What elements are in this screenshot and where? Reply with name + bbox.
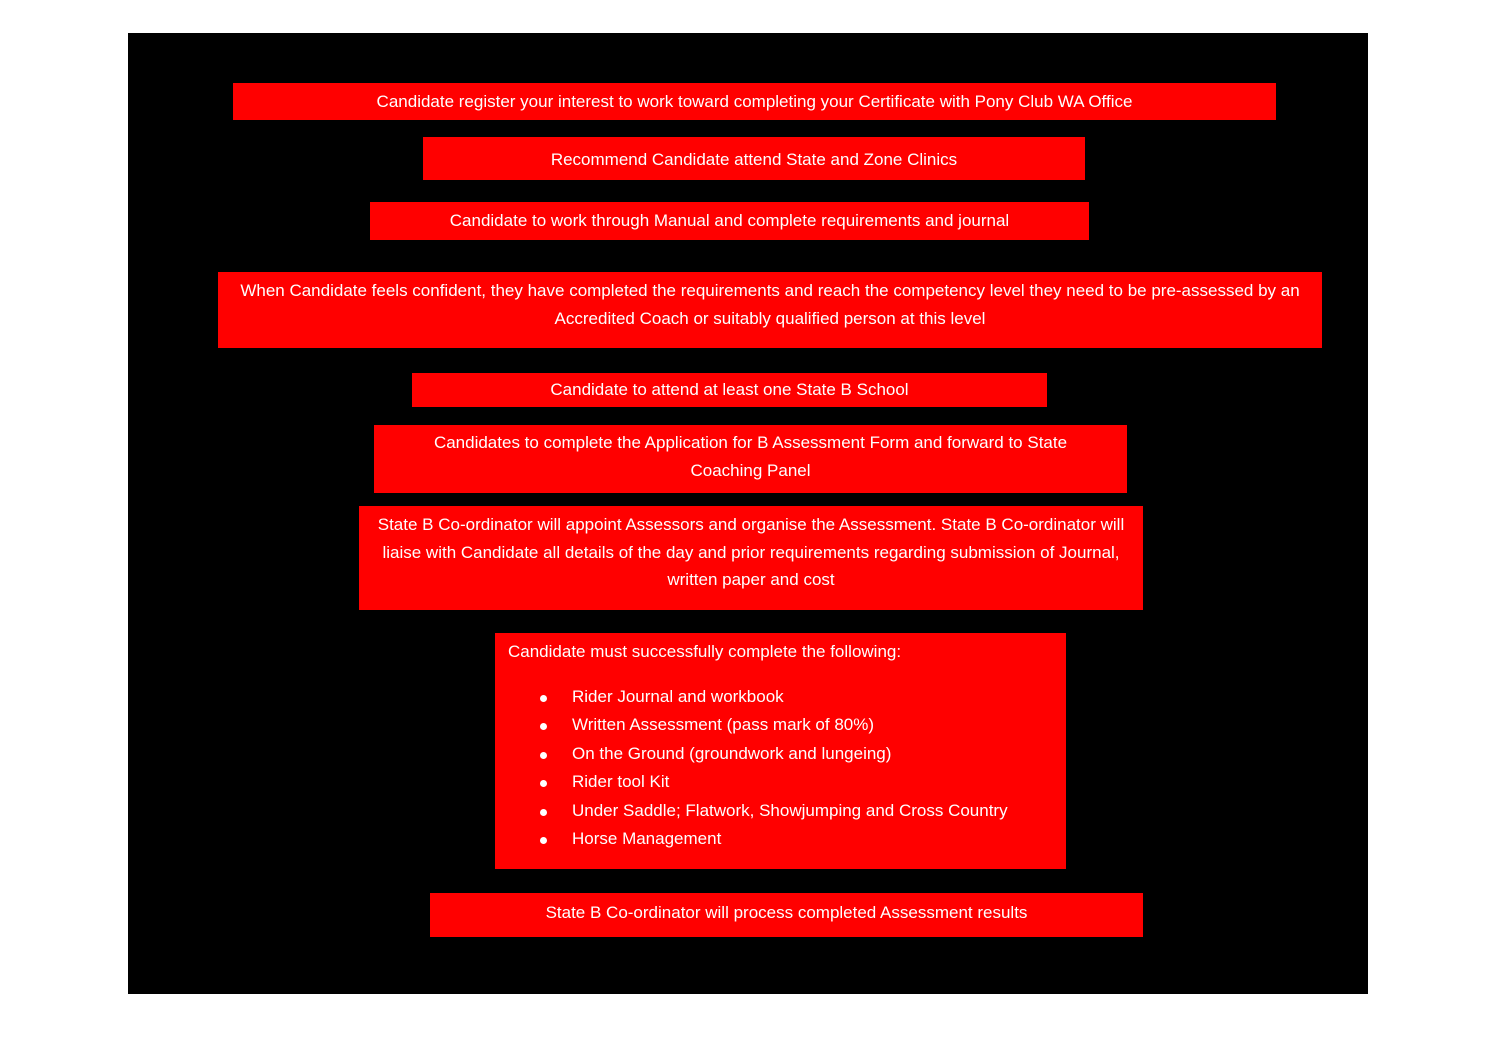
- requirement-item-text: Under Saddle; Flatwork, Showjumping and Cross Country: [572, 800, 1008, 820]
- step-process-results-text: State B Co-ordinator will process completed Assessment results: [545, 903, 1028, 922]
- step-attend-clinics-text: Recommend Candidate attend State and Zone Clinics: [550, 150, 958, 169]
- step-pre-assessment-text: When Candidate feels confident, they have completed the requirements and reach the competency level they need to be pre-assessed by an Accredited Coach or suitably qualified person at this level: [240, 281, 1300, 328]
- bullet-icon: [540, 695, 547, 702]
- step-requirements-list: [495, 633, 1066, 869]
- step-attend-state-b-school-text: Candidate to attend at least one State B School: [550, 380, 909, 400]
- step-appoint-assessors-text: State B Co-ordinator will appoint Assessors and organise the Assessment. State B Co-ordinator will liaise with Candidate all details of the day and prior requirements regarding submission of Journal, written paper and cost: [377, 515, 1125, 589]
- step-attend-state-b-school: [412, 373, 1047, 407]
- step-work-through-manual-text: Candidate to work through Manual and complete requirements and journal: [449, 211, 1010, 231]
- step-register-interest: [233, 83, 1276, 120]
- bullet-icon: [540, 809, 547, 816]
- requirement-item-text: Rider Journal and workbook: [572, 686, 784, 706]
- step-appoint-assessors: [359, 506, 1143, 610]
- requirement-item-text: Written Assessment (pass mark of 80%): [572, 715, 875, 735]
- step-attend-clinics: [423, 137, 1085, 180]
- step-work-through-manual: [370, 202, 1089, 240]
- requirement-item: [508, 768, 1054, 797]
- requirement-item-text: Rider tool Kit: [572, 772, 670, 792]
- requirement-item: [508, 825, 1054, 854]
- requirement-item: [508, 740, 1054, 769]
- bullet-icon: [540, 723, 547, 730]
- step-process-results: [430, 893, 1143, 937]
- requirement-item: [508, 797, 1054, 826]
- requirement-item: [508, 683, 1054, 712]
- step-application-form: [374, 425, 1127, 493]
- requirements-intro: Candidate must successfully complete the following:: [508, 642, 902, 661]
- bullet-icon: [540, 837, 547, 844]
- flowchart-canvas: [128, 33, 1368, 994]
- bullet-icon: [540, 780, 547, 787]
- requirements-list: [508, 683, 1054, 855]
- step-application-form-text: Candidates to complete the Application for B Assessment Form and forward to State Coaching Panel: [433, 433, 1068, 480]
- step-register-interest-text: Candidate register your interest to work toward completing your Certificate with Pony Club WA Office: [376, 91, 1133, 111]
- requirement-item-text: Horse Management: [572, 829, 722, 849]
- requirement-item-text: On the Ground (groundwork and lungeing): [572, 743, 892, 763]
- bullet-icon: [540, 752, 547, 759]
- step-pre-assessment: [218, 272, 1322, 348]
- requirement-item: [508, 711, 1054, 740]
